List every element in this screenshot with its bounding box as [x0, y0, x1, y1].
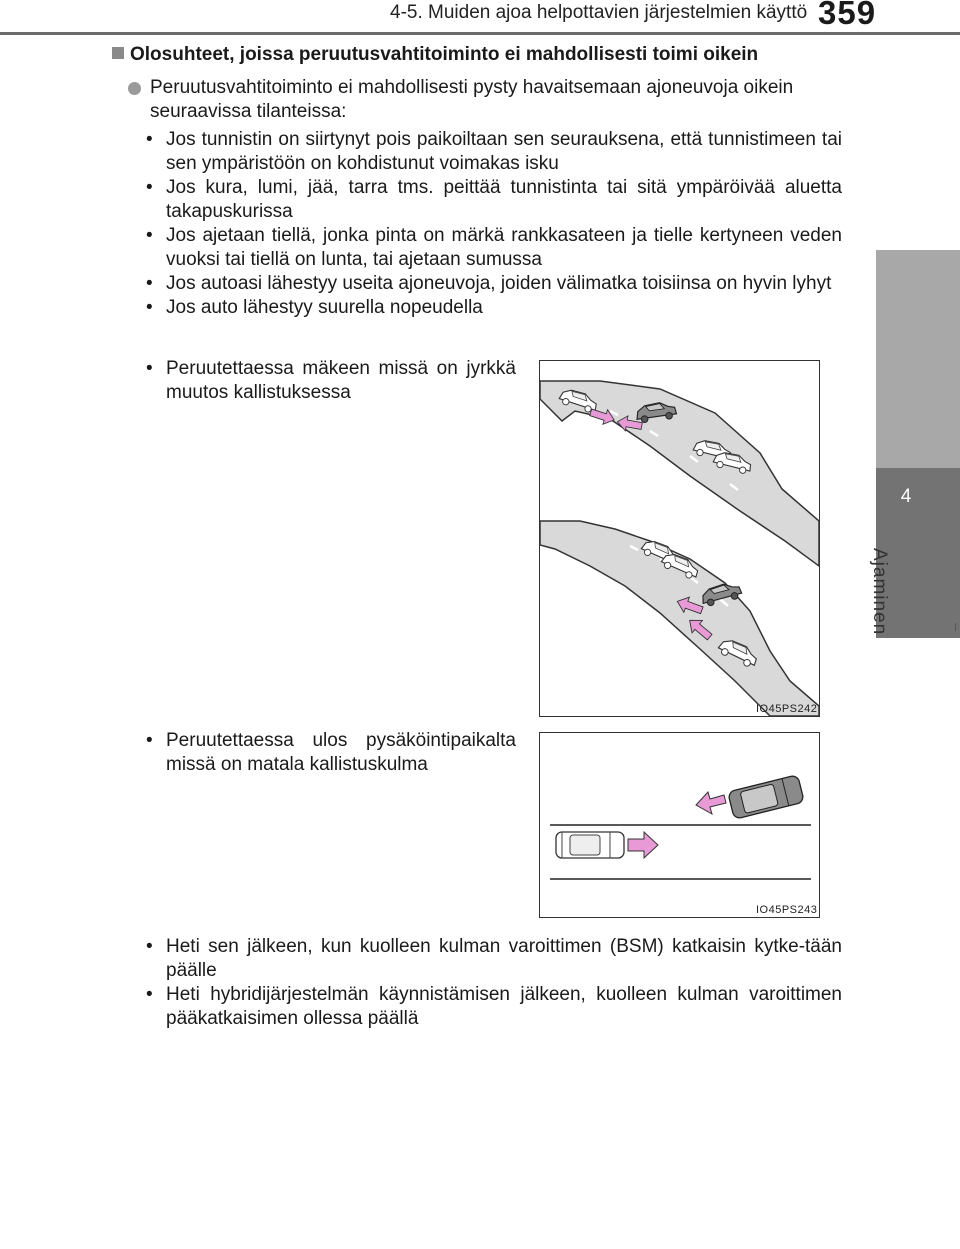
- figure-parking-illustration: [539, 732, 820, 918]
- bullet-list-figure2: [146, 729, 516, 777]
- list-item: • Jos auto lähestyy suurella nopeudella: [146, 296, 842, 320]
- list-item: • Heti hybridijärjestelmän käynnistämisen jälkeen, kuolleen kulman varoittimen pääkatkaisimen ollessa päällä: [146, 983, 842, 1031]
- bullet-list-top: [146, 128, 842, 320]
- intro-line-2: seuraavissa tilanteissa:: [150, 101, 347, 122]
- side-tab-number: 4: [900, 486, 912, 507]
- circle-bullet-icon: [128, 82, 141, 95]
- intro-line-1: Peruutusvahtitoiminto ei mahdollisesti pysty havaitsemaan ajoneuvoja oikein: [150, 77, 794, 98]
- list-item: • Jos autoasi lähestyy useita ajoneuvoja, joiden välimatka toisiinsa on hyvin lyhyt: [146, 272, 842, 296]
- list-item: • Jos tunnistin on siirtynyt pois paikoiltaan sen seurauksena, että tunnistimeen tai sen ympäristöön on kohdistunut voimakas isku: [146, 128, 842, 176]
- list-item: • Peruutettaessa ulos pysäköintipaikalta missä on matala kallistuskulma: [146, 729, 516, 777]
- bullet-list-figure1: [146, 357, 516, 405]
- side-tab-label: Ajaminen: [869, 548, 890, 636]
- figure-hill-illustration: [539, 360, 820, 717]
- intro-paragraph: [128, 76, 848, 124]
- section-heading-text: Olosuhteet, joissa peruutusvahtitoiminto ei mahdollisesti toimi oikein: [130, 44, 759, 65]
- hill-scene: [540, 361, 819, 716]
- side-tick: [955, 623, 956, 631]
- list-item: • Peruutettaessa mäkeen missä on jyrkkä muutos kallistuksessa: [146, 357, 516, 405]
- figure1-caption: IO45PS242: [756, 703, 818, 715]
- page-number: 359: [818, 0, 877, 31]
- list-item: • Heti sen jälkeen, kun kuolleen kulman varoittimen (BSM) katkaisin kytke-tään päälle: [146, 935, 842, 983]
- heading-square-icon: [112, 47, 124, 59]
- figure2-caption: IO45PS243: [756, 904, 818, 916]
- header-title: 4-5. Muiden ajoa helpottavien järjestelmien käyttö: [390, 2, 808, 23]
- list-item: • Jos kura, lumi, jää, tarra tms. peittää tunnistinta tai sitä ympäröivää aluetta takapuskurissa: [146, 176, 842, 224]
- parking-scene: [540, 733, 819, 917]
- bullet-list-bottom: [146, 935, 842, 1031]
- side-tab-upper: [876, 250, 960, 468]
- section-heading: [112, 44, 852, 66]
- header-rule: [0, 32, 960, 35]
- list-item: • Jos ajetaan tiellä, jonka pinta on märkä rankkasateen ja tielle kertyneen veden vuoksi tai tiellä on lunta, tai ajetaan sumussa: [146, 224, 842, 272]
